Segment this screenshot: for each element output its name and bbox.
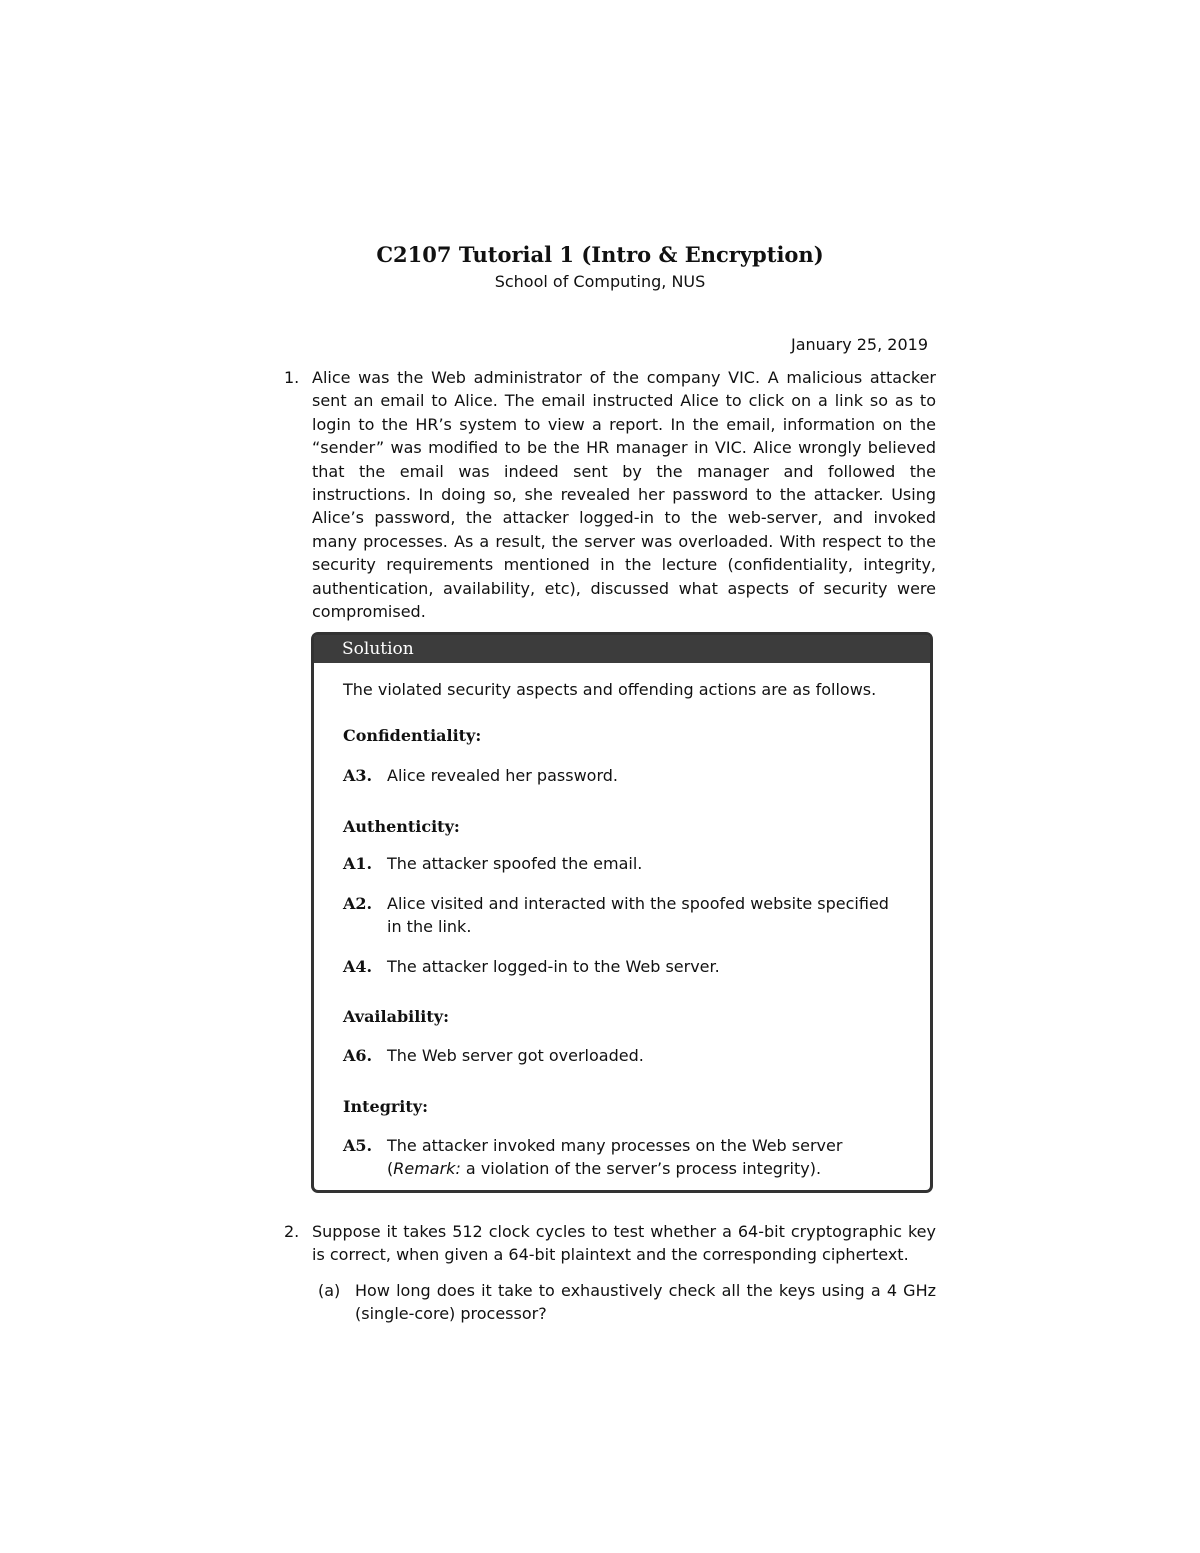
solution-box	[311, 632, 933, 1193]
question-1-text: Alice was the Web administrator of the company VIC. A malicious attacker sent an email to Alice. The email instructed Alice to click on a link so as to login to the HR’s system to view a report. In the email, information on the “sender” was modified to be the HR manager in VIC. Alice wrongly believed that the email was indeed sent by the manager and followed the instructions. In doing so, she revealed her password to the attacker. Using Alice’s password, the attacker logged-in to the web-server, and invoked many processes. As a result, the server was overloaded. With respect to the security requirements mentioned in the lecture (confidentiality, integrity, authentication, availability, etc), discussed what aspects of security were compromised.	[312, 368, 936, 622]
confidentiality-heading: Confidentiality:	[343, 726, 482, 745]
question-2a-label: (a)	[318, 1281, 341, 1300]
item-label: A2.	[343, 894, 373, 913]
document-title: C2107 Tutorial 1 (Intro & Encryption)	[376, 242, 824, 267]
list-item-a6	[343, 1044, 904, 1067]
list-item-a2	[343, 892, 904, 939]
question-2a	[318, 1279, 936, 1326]
solution-header: Solution	[314, 635, 930, 663]
item-text	[387, 1134, 904, 1181]
item-label: A5.	[343, 1136, 373, 1155]
solution-intro: The violated security aspects and offending actions are as follows.	[343, 680, 877, 699]
list-item-a5	[343, 1134, 904, 1181]
item-label: A4.	[343, 957, 373, 976]
item-text-after: a violation of the server’s process integrity).	[460, 1159, 822, 1179]
list-item-a4	[343, 955, 904, 978]
question-2-text: Suppose it takes 512 clock cycles to test whether a 64-bit cryptographic key is correct, when given a 64-bit plaintext and the corresponding ciphertext.	[312, 1222, 936, 1265]
authenticity-heading: Authenticity:	[343, 817, 460, 836]
question-2a-text: How long does it take to exhaustively check all the keys using a 4 GHz (single-core) processor?	[355, 1281, 936, 1324]
document-subtitle: School of Computing, NUS	[494, 272, 706, 291]
item-text: Alice revealed her password.	[387, 766, 618, 785]
item-text: Alice visited and interacted with the spoofed website specified in the link.	[387, 894, 889, 937]
item-label: A6.	[343, 1046, 373, 1065]
list-item-a3	[343, 764, 904, 787]
remark-label: Remark:	[393, 1159, 461, 1179]
integrity-heading: Integrity:	[343, 1097, 428, 1116]
item-text-before: The attacker invoked many processes on the Web server (	[387, 1136, 843, 1179]
list-item-a1	[343, 852, 904, 875]
question-1-number: 1.	[284, 368, 300, 387]
item-label: A3.	[343, 766, 373, 785]
question-1	[284, 366, 936, 623]
question-2	[284, 1220, 936, 1267]
availability-heading: Availability:	[343, 1007, 449, 1026]
question-2-number: 2.	[284, 1222, 300, 1241]
item-text: The attacker logged-in to the Web server.	[387, 957, 720, 976]
item-text: The attacker spoofed the email.	[387, 854, 643, 873]
document-date: January 25, 2019	[791, 335, 928, 354]
item-text: The Web server got overloaded.	[387, 1046, 644, 1065]
item-label: A1.	[343, 854, 373, 873]
